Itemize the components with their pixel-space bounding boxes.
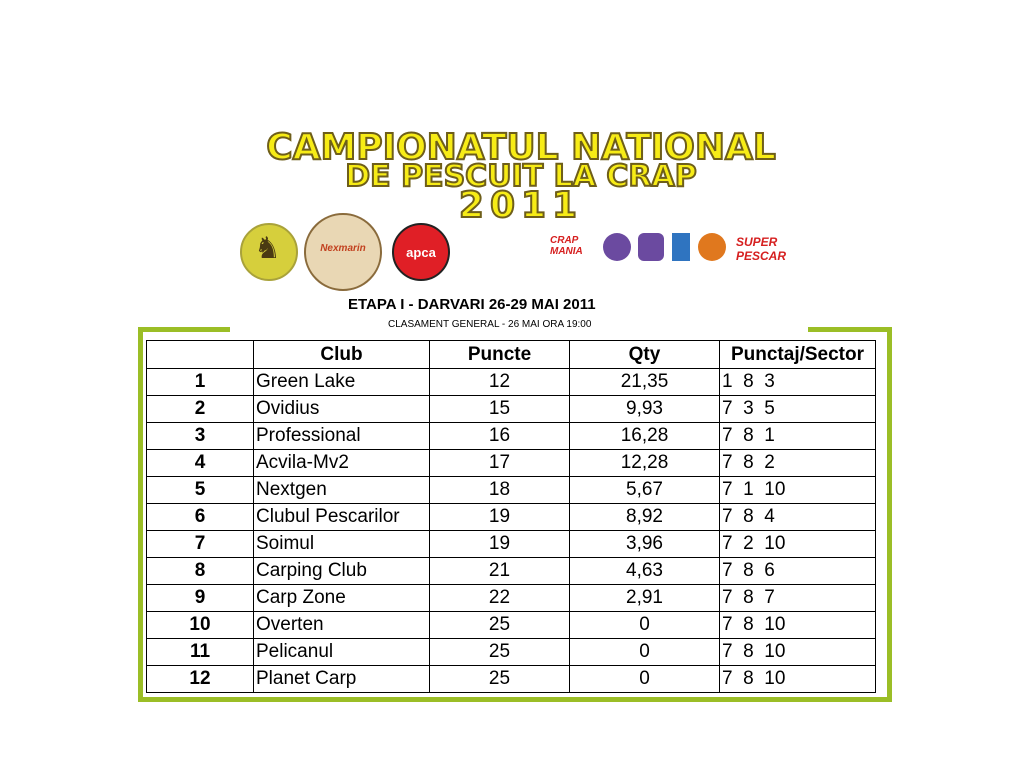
rank-cell: 12 [147, 666, 254, 693]
banner-title-line1: CAMPIONATUL NATIONAL [266, 127, 776, 168]
sector-cell: 7 8 4 [720, 504, 876, 531]
apca-logo [392, 223, 450, 281]
sector-cell: 7 1 10 [720, 477, 876, 504]
header-puncte: Puncte [430, 341, 570, 369]
rank-cell: 8 [147, 558, 254, 585]
sector-cell: 7 3 5 [720, 396, 876, 423]
sector-cell: 7 8 2 [720, 450, 876, 477]
qty-cell: 2,91 [570, 585, 720, 612]
sector-cell: 7 8 10 [720, 639, 876, 666]
puncte-cell: 15 [430, 396, 570, 423]
qty-cell: 9,93 [570, 396, 720, 423]
club-cell: Carping Club [254, 558, 430, 585]
table-row [147, 585, 876, 612]
sponsor-round-icon [698, 233, 726, 261]
sector-cell: 7 8 10 [720, 666, 876, 693]
results-table [146, 340, 876, 693]
table-row [147, 504, 876, 531]
club-cell: Overten [254, 612, 430, 639]
club-cell: Professional [254, 423, 430, 450]
puncte-cell: 22 [430, 585, 570, 612]
federation-crest-logo [240, 223, 298, 281]
sector-cell: 7 8 7 [720, 585, 876, 612]
table-row [147, 639, 876, 666]
crapmania-logo: CRAP MANIA [550, 235, 583, 257]
table-row [147, 396, 876, 423]
table-header-row [147, 341, 876, 369]
sector-cell: 7 8 10 [720, 612, 876, 639]
rank-cell: 6 [147, 504, 254, 531]
table-row [147, 666, 876, 693]
puncte-cell: 16 [430, 423, 570, 450]
table-row [147, 423, 876, 450]
nexmarin-logo-text: Nexmarin [320, 243, 366, 254]
sponsor-badge-icon [603, 233, 631, 261]
stage-title: ETAPA I - DARVARI 26-29 MAI 2011 [348, 296, 596, 313]
rank-cell: 2 [147, 396, 254, 423]
sponsor-logos [236, 213, 806, 273]
club-cell: Ovidius [254, 396, 430, 423]
rank-cell: 7 [147, 531, 254, 558]
puncte-cell: 19 [430, 531, 570, 558]
table-row [147, 477, 876, 504]
puncte-cell: 19 [430, 504, 570, 531]
nexmarin-logo [304, 213, 382, 291]
club-cell: Nextgen [254, 477, 430, 504]
puncte-cell: 25 [430, 639, 570, 666]
puncte-cell: 17 [430, 450, 570, 477]
qty-cell: 0 [570, 612, 720, 639]
rank-cell: 4 [147, 450, 254, 477]
banner-title-line2: DE PESCUIT LA CRAP [345, 159, 697, 194]
ranking-subtitle: CLASAMENT GENERAL - 26 MAI ORA 19:00 [388, 319, 592, 330]
rank-cell: 3 [147, 423, 254, 450]
qty-cell: 0 [570, 639, 720, 666]
rank-cell: 11 [147, 639, 254, 666]
banner-title-year: 2011 [458, 185, 584, 226]
table-row [147, 531, 876, 558]
qty-cell: 3,96 [570, 531, 720, 558]
header-club: Club [254, 341, 430, 369]
rank-cell: 1 [147, 369, 254, 396]
club-cell: Acvila-Mv2 [254, 450, 430, 477]
table-row [147, 369, 876, 396]
puncte-cell: 25 [430, 612, 570, 639]
club-cell: Soimul [254, 531, 430, 558]
header-sector: Punctaj/Sector [720, 341, 876, 369]
club-cell: Clubul Pescarilor [254, 504, 430, 531]
qty-cell: 4,63 [570, 558, 720, 585]
superpescar-logo: SUPER PESCAR [736, 235, 787, 263]
header-rank [147, 341, 254, 369]
qty-cell: 0 [570, 666, 720, 693]
table-row [147, 558, 876, 585]
puncte-cell: 12 [430, 369, 570, 396]
apca-logo-text: apca [406, 245, 436, 260]
frame-top-left [138, 327, 230, 332]
qty-cell: 12,28 [570, 450, 720, 477]
puncte-cell: 18 [430, 477, 570, 504]
qty-cell: 8,92 [570, 504, 720, 531]
aps-badge-icon [638, 233, 664, 261]
table-row [147, 450, 876, 477]
rank-cell: 5 [147, 477, 254, 504]
club-cell: Planet Carp [254, 666, 430, 693]
frame-top-right [808, 327, 887, 332]
sector-cell: 7 8 1 [720, 423, 876, 450]
sector-cell: 7 8 6 [720, 558, 876, 585]
sponsor-flag-icon [672, 233, 690, 261]
qty-cell: 5,67 [570, 477, 720, 504]
club-cell: Green Lake [254, 369, 430, 396]
qty-cell: 21,35 [570, 369, 720, 396]
puncte-cell: 25 [430, 666, 570, 693]
header-qty: Qty [570, 341, 720, 369]
puncte-cell: 21 [430, 558, 570, 585]
rank-cell: 9 [147, 585, 254, 612]
club-cell: Pelicanul [254, 639, 430, 666]
sector-cell: 1 8 3 [720, 369, 876, 396]
qty-cell: 16,28 [570, 423, 720, 450]
club-cell: Carp Zone [254, 585, 430, 612]
table-row [147, 612, 876, 639]
rank-cell: 10 [147, 612, 254, 639]
sector-cell: 7 2 10 [720, 531, 876, 558]
